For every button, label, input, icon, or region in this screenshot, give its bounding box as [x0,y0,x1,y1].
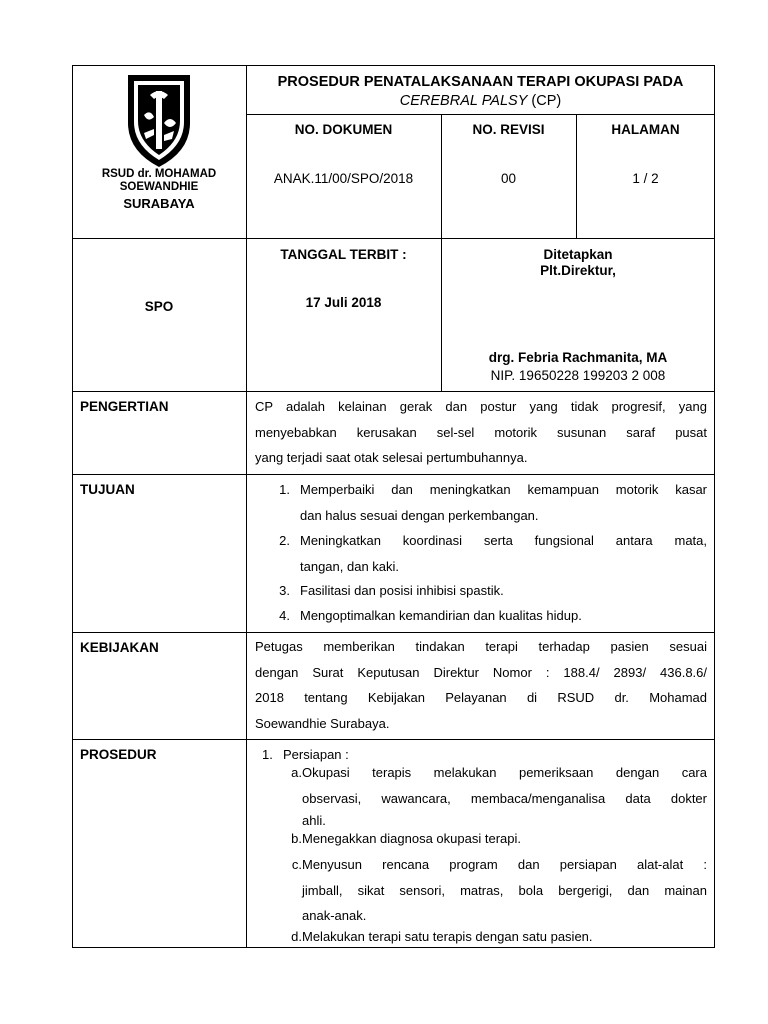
pengertian-line: menyebabkan kerusakan sel-sel motorik susunan saraf pusat [255,424,707,440]
tujuan-item-line: tangan, dan kaki. [300,558,400,574]
no-dokumen-label: NO. DOKUMEN [294,122,393,137]
prosedur-item-letter: b. [291,831,302,846]
tujuan-item-line: Fasilitasi dan posisi inhibisi spastik. [300,583,504,598]
pengertian-line: yang terjadi saat otak selesai pertumbuhannya. [255,450,528,465]
tujuan-item-number: 4. [279,608,290,623]
prosedur-item-line: Okupasi terapis melakukan pemeriksaan dengan cara [302,765,707,780]
prosedur-section-number: 1. [262,747,273,762]
prosedur-label: PROSEDUR [80,747,157,762]
prosedur-item [282,760,707,831]
label-column-divider [246,65,247,948]
jabatan-label: Plt.Direktur, [540,263,616,278]
tujuan-item-number: 1. [279,482,290,497]
tanggal-terbit-label: TANGGAL TERBIT : [280,247,407,262]
pengertian-bottom-border [72,474,715,475]
prosedur-item [282,852,707,929]
pengertian-line: CP adalah kelainan gerak dan postur yang tidak progresif, yang [255,399,707,414]
no-revisi-value: 00 [500,171,517,186]
hospital-name-line2: SOEWANDHIE [119,181,199,193]
prosedur-item-letter: d. [291,929,302,944]
no-dokumen-value: ANAK.11/00/SPO/2018 [273,171,414,186]
no-revisi-label: NO. REVISI [472,122,545,137]
tujuan-item-number: 2. [279,533,290,548]
prosedur-item-line: anak-anak. [302,908,367,923]
prosedur-item-line: jimball, sikat sensori, matras, bola bergerigi, dan mainan [302,882,707,898]
signatory-nip: NIP. 19650228 199203 2 008 [490,368,666,383]
procedure-title-italic: CEREBRAL PALSY [399,93,528,109]
tujuan-item [270,477,707,528]
pengertian-text [255,394,707,471]
hospital-name-line1: RSUD dr. MOHAMAD [101,168,217,180]
prosedur-item-line: Menegakkan diagnosa okupasi terapi. [302,831,521,846]
spo-bottom-border [72,391,715,392]
prosedur-item-line: observasi, wawancara, membaca/menganalisa data dokter [302,790,707,806]
prosedur-item-line: Menyusun rencana program dan persiapan alat-alat : [302,857,707,872]
kebijakan-line: 2018 tentang Kebijakan Pelayanan di RSUD dr. Mohamad [255,690,707,705]
hospital-logo [114,65,204,171]
halaman-value: 1 / 2 [632,171,659,186]
kebijakan-bottom-border [72,739,715,740]
procedure-title-suffix: (CP) [527,93,562,109]
kebijakan-label: KEBIJAKAN [80,640,159,655]
tujuan-label: TUJUAN [80,482,135,497]
tujuan-item-line: Mengoptimalkan kemandirian dan kualitas hidup. [300,608,582,623]
prosedur-item [282,927,707,947]
signatory-name: drg. Febria Rachmanita, MA [488,350,668,365]
ditetapkan-label: Ditetapkan [543,247,613,262]
tujuan-item-line: Meningkatkan koordinasi serta fungsional antara mata, [300,533,707,548]
tujuan-item [270,578,707,604]
prosedur-item-letter: c. [291,857,302,872]
tujuan-item-line: dan halus sesuai dengan perkembangan. [300,507,539,523]
tujuan-item-number: 3. [279,583,290,598]
pengertian-label: PENGERTIAN [80,399,169,414]
title-divider [246,114,715,115]
table-border-bottom [72,947,715,948]
procedure-title-line1: PROSEDUR PENATALAKSANAAN TERAPI OKUPASI PADA [277,74,684,90]
kebijakan-line: Petugas memberikan tindakan terapi terhadap pasien sesuai [255,639,707,654]
procedure-title [246,73,715,111]
header-bottom-border [72,238,715,239]
prosedur-item-letter: a. [291,765,302,780]
halaman-label: HALAMAN [611,122,680,137]
prosedur-item-line: ahli. [302,813,326,828]
prosedur-item [282,826,707,852]
kebijakan-text [255,634,707,736]
kebijakan-line: dengan Surat Keputusan Direktur Nomor : 188.4/ 2893/ 436.8.6/ [255,664,707,680]
spo-label: SPO [144,299,174,314]
table-border-right [714,65,715,948]
kebijakan-line: Soewandhie Surabaya. [255,715,390,731]
prosedur-section-title: Persiapan : [283,747,349,762]
tanggal-terbit-value: 17 Juli 2018 [305,295,382,310]
procedure-title-line2 [246,92,715,111]
tujuan-bottom-border [72,632,715,633]
prosedur-item-line: Melakukan terapi satu terapis dengan satu pasien. [302,929,593,944]
tujuan-item-line: Memperbaiki dan meningkatkan kemampuan motorik kasar [300,482,707,497]
tujuan-item [270,603,707,629]
hospital-city: SURABAYA [123,196,195,211]
tujuan-item [270,528,707,579]
